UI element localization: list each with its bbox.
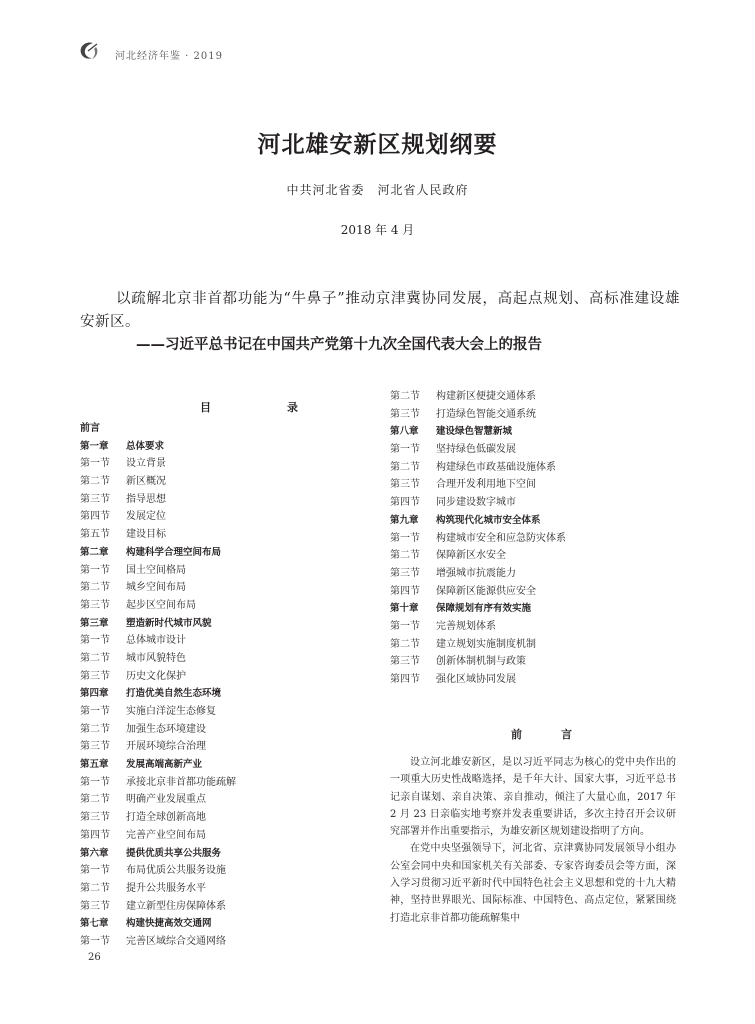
toc-right-column bbox=[390, 388, 566, 689]
page-number: 26 bbox=[88, 952, 101, 963]
toc-entry-section bbox=[390, 530, 566, 548]
toc-entry-label: 第一节 bbox=[80, 706, 110, 717]
toc-entry-chapter bbox=[80, 845, 236, 863]
toc-entry-section bbox=[80, 632, 236, 650]
toc-entry-section bbox=[80, 933, 236, 951]
toc-entry-label: 第九章 bbox=[390, 514, 419, 526]
toc-entry-section bbox=[390, 583, 566, 601]
toc-entry-section bbox=[390, 618, 566, 636]
toc-entry-label: 第四节 bbox=[80, 511, 110, 523]
toc-entry-title: 坚持绿色低碳发展 bbox=[436, 444, 516, 456]
toc-entry-title: 完善规划体系 bbox=[436, 620, 496, 632]
toc-entry-title: 打造优美自然生态环境 bbox=[126, 688, 222, 700]
toc-entry-section bbox=[80, 473, 236, 491]
toc-entry-label: 第三节 bbox=[80, 900, 110, 912]
toc-entry-title: 承接北京非首都功能疏解 bbox=[126, 776, 236, 788]
toc-entry-title: 开展环境综合治理 bbox=[126, 741, 206, 753]
toc-entry-title: 同步建设数字城市 bbox=[436, 497, 516, 509]
toc-entry-title: 完善产业空间布局 bbox=[126, 829, 206, 841]
toc-entry-section bbox=[390, 671, 566, 689]
toc-entry-label: 第五节 bbox=[80, 529, 110, 541]
toc-entry-label: 第二节 bbox=[80, 723, 110, 735]
toc-entry-title: 构建快捷高效交通网 bbox=[126, 918, 212, 930]
toc-entry-label: 第四章 bbox=[80, 688, 109, 700]
toc-entry-label: 前言 bbox=[80, 423, 100, 434]
toc-entry-title: 设立背景 bbox=[126, 458, 166, 470]
toc-entry-title: 总体城市设计 bbox=[126, 635, 186, 647]
toc-entry-title: 构建科学合理空间布局 bbox=[126, 546, 222, 558]
toc-entry-chapter bbox=[390, 423, 566, 441]
toc-entry-section bbox=[80, 791, 236, 809]
toc-entry-section bbox=[390, 494, 566, 512]
toc-entry-title: 打造绿色智能交通系统 bbox=[436, 408, 536, 420]
toc-entry-title: 加强生态环境建设 bbox=[126, 723, 206, 735]
toc-entry-title: 历史文化保护 bbox=[126, 670, 186, 682]
toc-entry-label: 第二节 bbox=[390, 550, 420, 562]
toc-entry-label: 第二节 bbox=[80, 476, 110, 488]
toc-entry-label: 第二节 bbox=[390, 638, 420, 650]
epigraph-source: ——习近平总书记在中国共产党第十九次全国代表大会上的报告 bbox=[136, 337, 542, 353]
toc-entry-chapter bbox=[390, 512, 566, 530]
toc-entry-title: 强化区域协同发展 bbox=[436, 674, 516, 685]
toc-entry-label: 第六章 bbox=[80, 847, 109, 859]
preface-body bbox=[390, 754, 676, 927]
yearbook-logo-icon bbox=[78, 41, 100, 61]
toc-entry-label: 第一节 bbox=[80, 935, 110, 947]
toc-entry-title: 建立新型住房保障体系 bbox=[126, 900, 226, 912]
toc-entry-section bbox=[80, 668, 236, 686]
toc-entry-title: 塑造新时代城市风貌 bbox=[126, 617, 212, 629]
toc-entry-title: 城乡空间布局 bbox=[126, 582, 186, 594]
toc-entry-label: 第四节 bbox=[390, 674, 420, 685]
toc-entry-section bbox=[80, 703, 236, 721]
toc-left-column bbox=[80, 420, 236, 951]
toc-entry-label: 第三节 bbox=[390, 479, 420, 491]
toc-entry-section bbox=[390, 388, 566, 406]
toc-entry-title: 保障新区能源供应安全 bbox=[436, 585, 536, 597]
toc-entry-section bbox=[80, 880, 236, 898]
toc-entry-section bbox=[80, 738, 236, 756]
epigraph-quote: 以疏解北京非首都功能为“牛鼻子”推动京津冀协同发展，高起点规划、高标准建设雄安新区。 bbox=[80, 291, 680, 330]
toc-entry-title: 增强城市抗震能力 bbox=[436, 567, 516, 579]
toc-entry-label: 第二节 bbox=[80, 652, 110, 664]
toc-entry-title: 起步区空间布局 bbox=[126, 599, 196, 611]
toc-entry-chapter bbox=[80, 685, 236, 703]
toc-entry-label: 第二节 bbox=[390, 461, 420, 473]
toc-entry-title: 合理开发利用地下空间 bbox=[436, 479, 536, 491]
toc-entry-title: 完善区域综合交通网络 bbox=[126, 935, 226, 947]
toc-entry-title: 创新体制机制与政策 bbox=[436, 656, 526, 668]
toc-entry-label: 第一节 bbox=[390, 444, 420, 456]
toc-entry-section bbox=[390, 476, 566, 494]
toc-entry-label: 第三节 bbox=[80, 599, 110, 611]
toc-entry-title: 构建绿色市政基础设施体系 bbox=[436, 461, 556, 473]
toc-heading: 目 录 bbox=[200, 401, 316, 414]
toc-entry-title: 保障新区水安全 bbox=[436, 550, 506, 562]
toc-entry-section bbox=[390, 406, 566, 424]
toc-entry-title: 新区概况 bbox=[126, 476, 166, 488]
running-header: 河北经济年鉴 · 2019 bbox=[115, 51, 223, 62]
toc-entry-title: 布局优质公共服务设施 bbox=[126, 865, 226, 877]
toc-entry-chapter bbox=[80, 756, 236, 774]
toc-entry-label: 第一节 bbox=[390, 620, 420, 632]
toc-entry-title: 城市风貌特色 bbox=[126, 652, 186, 664]
toc-entry-section bbox=[390, 547, 566, 565]
toc-entry-label: 第三节 bbox=[390, 408, 420, 420]
toc-entry-title: 提升公共服务水平 bbox=[126, 882, 206, 894]
toc-entry-label: 第一节 bbox=[390, 532, 420, 544]
toc-entry-section bbox=[390, 565, 566, 583]
toc-entry-section bbox=[80, 579, 236, 597]
toc-entry-title: 构筑现代化城市安全体系 bbox=[436, 514, 541, 526]
toc-entry-section bbox=[80, 597, 236, 615]
toc-entry-title: 建设目标 bbox=[126, 529, 166, 541]
toc-entry-label: 第四节 bbox=[390, 585, 420, 597]
document-title: 河北雄安新区规划纲要 bbox=[257, 131, 498, 158]
toc-entry-section bbox=[390, 636, 566, 654]
toc-entry-label: 第五章 bbox=[80, 759, 109, 771]
toc-entry-title: 国土空间格局 bbox=[126, 564, 186, 576]
toc-entry-section bbox=[80, 774, 236, 792]
toc-entry-section bbox=[390, 459, 566, 477]
toc-entry-section bbox=[80, 526, 236, 544]
toc-entry-preface bbox=[80, 420, 236, 438]
toc-entry-title: 提供优质共享公共服务 bbox=[126, 847, 222, 859]
toc-entry-label: 第三节 bbox=[80, 493, 110, 505]
toc-entry-section bbox=[390, 653, 566, 671]
toc-entry-title: 保障规划有序有效实施 bbox=[436, 603, 532, 615]
toc-entry-title: 指导思想 bbox=[126, 493, 166, 505]
toc-entry-title: 发展高端高新产业 bbox=[126, 759, 203, 771]
toc-entry-label: 第二章 bbox=[80, 546, 109, 558]
toc-entry-chapter bbox=[80, 544, 236, 562]
toc-entry-section bbox=[80, 650, 236, 668]
toc-entry-title: 构建新区便捷交通体系 bbox=[436, 391, 536, 402]
toc-entry-label: 第三章 bbox=[80, 617, 109, 629]
toc-entry-label: 第二节 bbox=[80, 882, 110, 894]
toc-entry-label: 第一章 bbox=[80, 440, 109, 452]
toc-entry-title: 构建城市安全和应急防灾体系 bbox=[436, 532, 566, 544]
toc-entry-chapter bbox=[80, 915, 236, 933]
toc-entry-label: 第二节 bbox=[390, 391, 420, 402]
toc-entry-chapter bbox=[390, 600, 566, 618]
toc-entry-section bbox=[80, 508, 236, 526]
toc-entry-title: 发展定位 bbox=[126, 511, 166, 523]
toc-entry-section bbox=[80, 809, 236, 827]
toc-entry-title: 建立规划实施制度机制 bbox=[436, 638, 536, 650]
toc-entry-section bbox=[390, 441, 566, 459]
toc-entry-label: 第一节 bbox=[80, 458, 110, 470]
toc-entry-section bbox=[80, 721, 236, 739]
toc-entry-label: 第三节 bbox=[390, 656, 420, 668]
preface-heading: 前 言 bbox=[511, 728, 586, 741]
toc-entry-chapter bbox=[80, 438, 236, 456]
toc-entry-label: 第十章 bbox=[390, 603, 419, 615]
toc-entry-label: 第三节 bbox=[80, 812, 110, 824]
toc-entry-label: 第二节 bbox=[80, 794, 110, 806]
toc-entry-label: 第一节 bbox=[80, 635, 110, 647]
toc-entry-label: 第四节 bbox=[80, 829, 110, 841]
toc-entry-label: 第三节 bbox=[80, 741, 110, 753]
toc-entry-title: 打造全球创新高地 bbox=[126, 812, 206, 824]
toc-entry-label: 第四节 bbox=[390, 497, 420, 509]
toc-entry-label: 第三节 bbox=[390, 567, 420, 579]
document-authors: 中共河北省委 河北省人民政府 bbox=[286, 183, 469, 197]
toc-entry-label: 第七章 bbox=[80, 918, 109, 930]
toc-entry-label: 第一节 bbox=[80, 865, 110, 877]
toc-entry-chapter bbox=[80, 615, 236, 633]
toc-entry-label: 第一节 bbox=[80, 564, 110, 576]
toc-entry-title: 总体要求 bbox=[126, 440, 165, 452]
preface-paragraph: 设立河北雄安新区，是以习近平同志为核心的党中央作出的一项重大历史性战略选择，是千年大计、国家大事，习近平总书记亲自谋划、亲自决策、亲自推动，倾注了大量心血，2017 年 2 月 23 日亲临实地考察并发表重要讲话，多次主持召开会议研究部署并作出重要指示，为雄安新区规划建设指明了方向。 bbox=[390, 757, 676, 838]
toc-entry-label: 第三节 bbox=[80, 670, 110, 682]
toc-entry-section bbox=[80, 455, 236, 473]
toc-entry-section bbox=[80, 562, 236, 580]
toc-entry-section bbox=[80, 491, 236, 509]
toc-entry-label: 第二节 bbox=[80, 582, 110, 594]
toc-entry-title: 明确产业发展重点 bbox=[126, 794, 206, 806]
toc-entry-label: 第八章 bbox=[390, 426, 419, 438]
toc-entry-section bbox=[80, 898, 236, 916]
toc-entry-title: 建设绿色智慧新城 bbox=[436, 426, 513, 438]
toc-entry-label: 第一节 bbox=[80, 776, 110, 788]
document-date: 2018 年 4 月 bbox=[340, 223, 415, 237]
toc-entry-section bbox=[80, 862, 236, 880]
toc-entry-section bbox=[80, 827, 236, 845]
toc-entry-title: 实施白洋淀生态修复 bbox=[126, 706, 216, 717]
preface-paragraph: 在党中央坚强领导下，河北省、京津冀协同发展领导小组办公室会同中央和国家机关有关部委、专家咨询委员会等方面，深入学习贯彻习近平新时代中国特色社会主义思想和党的十九大精神，坚持世界眼光、国际标准、中国特色、高点定位，紧紧围绕打造北京非首都功能疏解集中 bbox=[390, 843, 676, 924]
